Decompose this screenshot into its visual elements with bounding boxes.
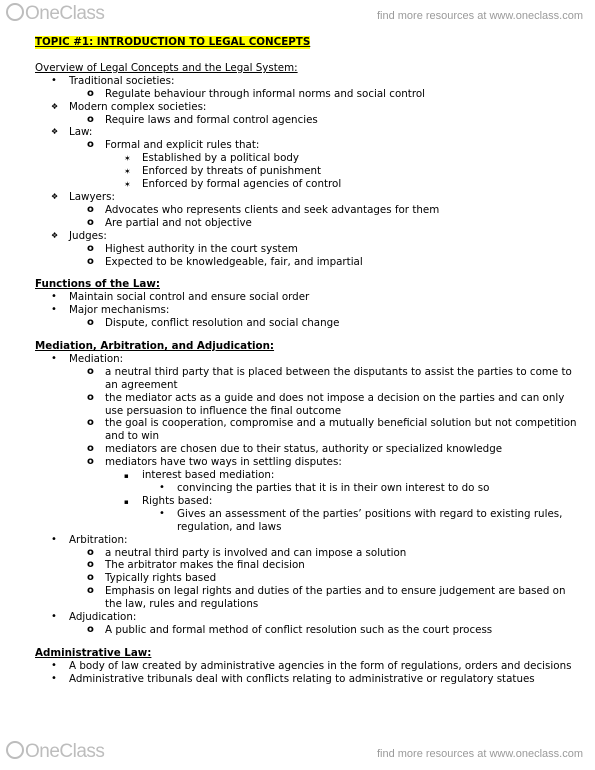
bullet-icon: o <box>87 572 94 584</box>
bullet-icon: ✶ <box>124 180 131 190</box>
list-item-text: Enforced by formal agencies of control <box>142 178 342 191</box>
list-item <box>35 495 583 508</box>
list-item-text: Highest authority in the court system <box>105 242 298 255</box>
list-item-text: convincing the parties that it is in their own interest to do so <box>177 482 490 494</box>
list-item-text: Are partial and not objective <box>105 216 252 229</box>
oneclass-logo <box>6 3 104 25</box>
bullet-icon: o <box>87 585 94 597</box>
list-item <box>35 114 583 127</box>
section-heading: Mediation, Arbitration, and Adjudication: <box>35 340 275 353</box>
list-item <box>35 443 583 456</box>
bullet-icon: ❖ <box>51 230 59 240</box>
list-item-text: A body of law created by administrative agencies in the form of regulations, orders and decisions <box>69 659 572 672</box>
bullet-icon: o <box>87 546 94 558</box>
logo-ring-icon <box>6 741 24 759</box>
section-heading: Administrative Law: <box>35 646 152 659</box>
list-item <box>35 469 583 482</box>
list-item <box>35 88 583 101</box>
list-item-text: Formal and explicit rules that: <box>105 139 260 152</box>
bullet-icon: • <box>159 482 165 493</box>
list-item-text: Require laws and formal control agencies <box>105 113 318 126</box>
list-item-text: Judges: <box>69 229 107 242</box>
bullet-icon: • <box>51 352 57 364</box>
list-item-text: Expected to be knowledgeable, fair, and impartial <box>105 255 363 268</box>
list-item-text: Enforced by threats of punishment <box>142 165 322 178</box>
bullet-icon: ▪ <box>124 472 129 481</box>
bullet-icon: ✶ <box>124 167 131 177</box>
section-heading: Overview of Legal Concepts and the Legal System: <box>35 61 298 74</box>
list-item-text: Regulate behaviour through informal norms and social control <box>105 87 425 100</box>
list-item <box>35 75 583 88</box>
document-body <box>35 36 583 686</box>
bullet-icon: • <box>51 291 57 303</box>
list-item <box>35 243 583 256</box>
bullet-icon: o <box>87 391 94 403</box>
bullet-icon: o <box>87 216 94 228</box>
list-item <box>35 585 583 611</box>
list-item <box>35 417 583 443</box>
bullet-icon: • <box>51 659 57 671</box>
bullet-icon: • <box>51 611 57 623</box>
logo-text: OneClass <box>25 3 105 24</box>
bullet-icon: o <box>87 365 94 377</box>
list-item <box>35 217 583 230</box>
bullet-icon: o <box>87 255 94 267</box>
list-item-text: Gives an assessment of the parties’ positions with regard to existing rules, regulation, and laws <box>177 507 563 533</box>
bullet-icon: o <box>87 456 94 468</box>
header-tagline: find more resources at www.oneclass.com <box>376 10 583 22</box>
list-item <box>35 673 583 686</box>
list-item-text: the goal is cooperation, compromise and a mutually beneficial solution but not competition and to win <box>105 417 577 443</box>
list-item <box>35 101 583 114</box>
list-item <box>35 230 583 243</box>
list-item <box>35 624 583 637</box>
list-item-text: Established by a political body <box>142 152 300 165</box>
list-item-text: Modern complex societies: <box>69 100 207 113</box>
list-item <box>35 572 583 585</box>
list-item-text: interest based mediation: <box>142 469 275 482</box>
topic-title: TOPIC #1: INTRODUCTION TO LEGAL CONCEPTS <box>35 36 311 48</box>
list-item-text: Emphasis on legal rights and duties of the parties and to ensure judgement are based on the law, rules and regulations <box>105 585 566 611</box>
list-item <box>35 508 583 534</box>
list-item-text: A public and formal method of conflict resolution such as the court process <box>105 623 493 636</box>
bullet-icon: o <box>87 623 94 635</box>
bullet-icon: o <box>87 417 94 429</box>
bullet-icon: ❖ <box>51 191 59 201</box>
bullet-icon: o <box>87 139 94 151</box>
list-item <box>35 482 583 495</box>
list-item-text: Mediation: <box>69 352 124 365</box>
list-item-text: mediators are chosen due to their status, authority or specialized knowledge <box>105 443 503 456</box>
bullet-icon: ❖ <box>51 101 59 111</box>
logo-ring-icon <box>6 3 24 21</box>
list-item-text: Traditional societies: <box>69 74 175 87</box>
bullet-icon: • <box>51 304 57 316</box>
list-item-text: Administrative tribunals deal with conflicts relating to administrative or regulatory statues <box>69 672 535 685</box>
list-item <box>35 317 583 330</box>
bullet-icon: • <box>159 507 165 519</box>
bullet-icon: o <box>87 113 94 125</box>
list-item-text: Rights based: <box>142 494 213 507</box>
list-item-text: Advocates who represents clients and seek advantages for them <box>105 203 440 216</box>
list-item <box>35 304 583 317</box>
list-item <box>35 660 583 673</box>
list-item <box>35 547 583 560</box>
bullet-icon: ❖ <box>51 127 59 137</box>
list-item <box>35 178 583 191</box>
list-item-text: Typically rights based <box>105 572 217 585</box>
list-item-text: Adjudication: <box>69 611 137 624</box>
bullet-icon: • <box>51 74 57 86</box>
footer-tagline: find more resources at www.oneclass.com <box>376 748 583 760</box>
list-item-text: the mediator acts as a guide and does not impose a decision on the parties and can only use persuasion to influence the final outcome <box>105 391 565 417</box>
bullet-icon: o <box>87 87 94 99</box>
list-item-text: Dispute, conflict resolution and social change <box>105 317 340 330</box>
list-item-text: The arbitrator makes the final decision <box>105 559 305 572</box>
list-item <box>35 139 583 152</box>
bullet-icon: ✶ <box>124 154 131 164</box>
list-item <box>35 256 583 269</box>
list-item <box>35 353 583 366</box>
list-item <box>35 126 583 139</box>
list-item-text: Maintain social control and ensure social order <box>69 291 310 304</box>
bullet-icon: o <box>87 203 94 215</box>
oneclass-logo-footer <box>6 741 104 763</box>
list-item <box>35 559 583 572</box>
list-item <box>35 291 583 304</box>
bullet-icon: ▪ <box>124 497 129 506</box>
bullet-icon: o <box>87 242 94 254</box>
list-item <box>35 392 583 418</box>
list-item-text: Law: <box>69 126 93 139</box>
bullet-icon: • <box>51 672 57 684</box>
list-item-text: a neutral third party that is placed between the disputants to assist the parties to come to an agreement <box>105 365 572 391</box>
bullet-icon: o <box>87 443 94 455</box>
bullet-icon: o <box>87 559 94 571</box>
list-item-text: Lawyers: <box>69 190 115 203</box>
list-item-text: a neutral third party is involved and can impose a solution <box>105 546 407 559</box>
list-item-text: Major mechanisms: <box>69 304 170 317</box>
bullet-icon: • <box>51 533 57 545</box>
list-item <box>35 152 583 165</box>
bullet-icon: o <box>87 317 94 329</box>
list-item <box>35 165 583 178</box>
list-item-text: mediators have two ways in settling disputes: <box>105 456 342 469</box>
sections-container <box>35 62 583 686</box>
logo-text: OneClass <box>25 741 105 762</box>
section-heading: Functions of the Law: <box>35 278 160 291</box>
list-item <box>35 366 583 392</box>
list-item <box>35 191 583 204</box>
list-item <box>35 204 583 217</box>
list-item <box>35 611 583 624</box>
list-item-text: Arbitration: <box>69 533 128 546</box>
list-item <box>35 534 583 547</box>
list-item <box>35 456 583 469</box>
